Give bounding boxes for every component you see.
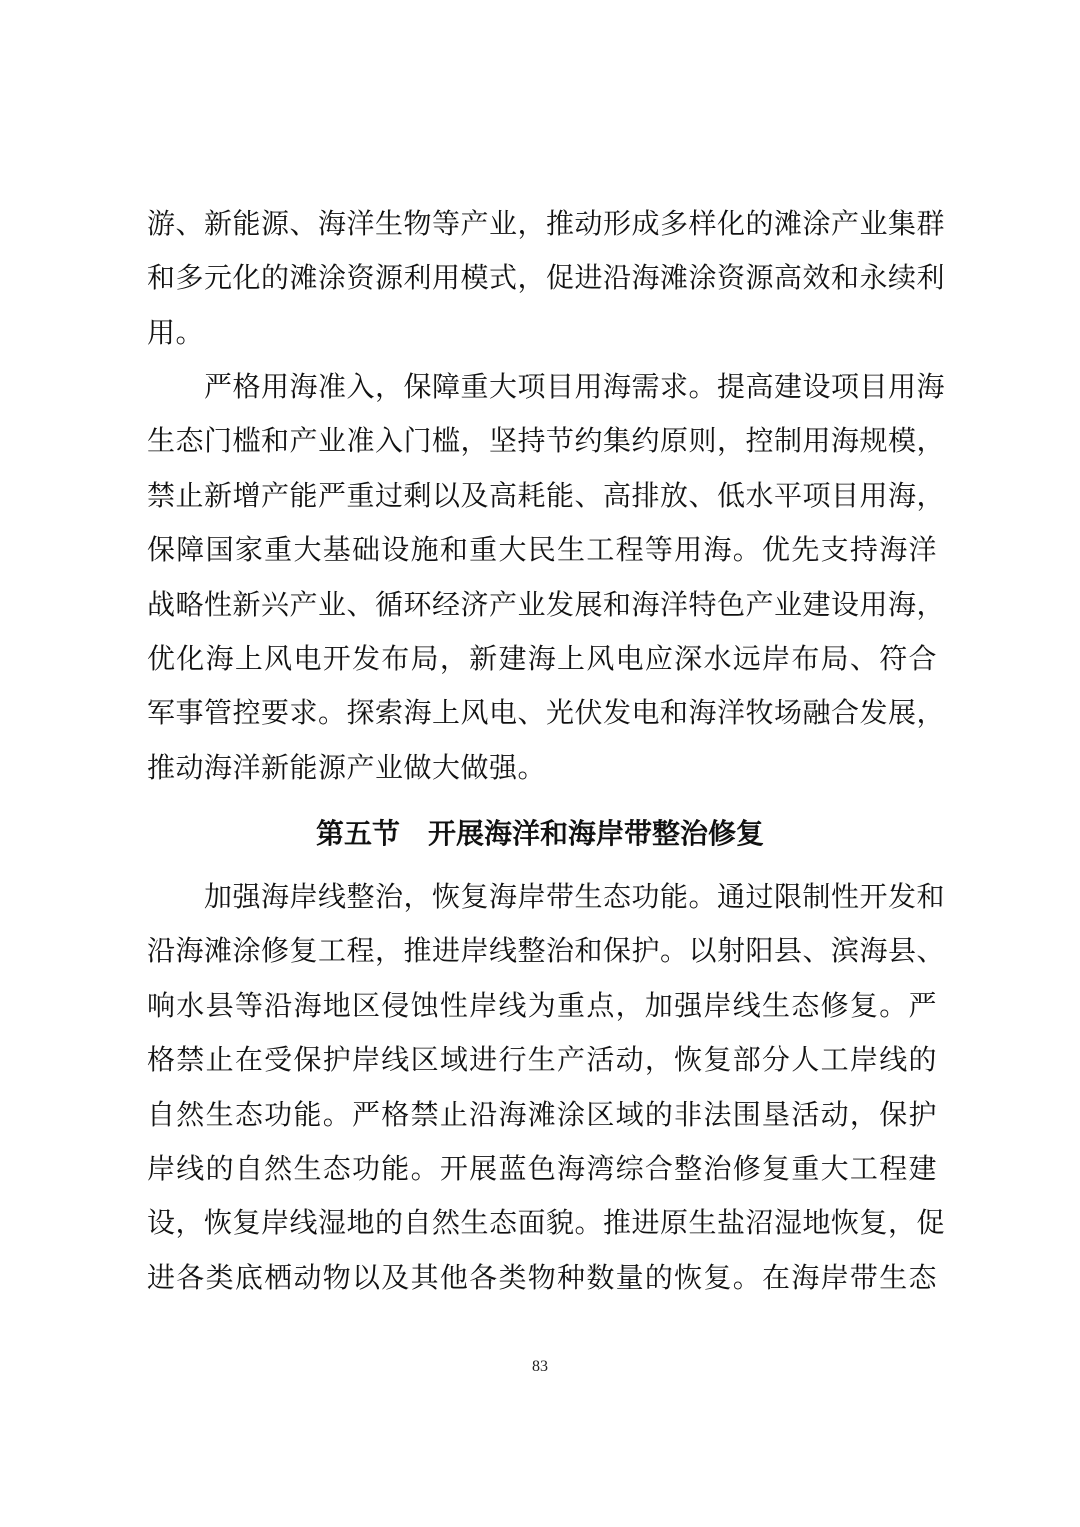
text-line: 加强海岸线整治，恢复海岸带生态功能。通过限制性开发和 xyxy=(147,880,946,913)
paragraph-continued xyxy=(147,197,946,360)
text-line: 保障国家重大基础设施和重大民生工程等用海。优先支持海洋 xyxy=(147,533,937,567)
text-line: 和多元化的滩涂资源利用模式，促进沿海滩涂资源高效和永续利 xyxy=(147,261,946,295)
text-line: 沿海滩涂修复工程，推进岸线整治和保护。以射阳县、滨海县、 xyxy=(147,934,946,968)
text-line: 格禁止在受保护岸线区域进行生产活动，恢复部分人工岸线的 xyxy=(147,1043,937,1077)
text-line: 禁止新增产能严重过剩以及高耗能、高排放、低水平项目用海， xyxy=(147,478,946,512)
text-line: 岸线的自然生态功能。开展蓝色海湾综合整治修复重大工程建 xyxy=(147,1151,937,1185)
text-line: 用。 xyxy=(147,315,205,349)
text-line: 自然生态功能。严格禁止沿海滩涂区域的非法围垦活动，保护 xyxy=(147,1097,937,1131)
paragraph-coastline-restoration xyxy=(147,870,946,1305)
text-line: 生态门槛和产业准入门槛，坚持节约集约原则，控制用海规模， xyxy=(147,424,946,458)
text-line: 战略性新兴产业、循环经济产业发展和海洋特色产业建设用海， xyxy=(147,587,946,621)
text-line: 游、新能源、海洋生物等产业，推动形成多样化的滩涂产业集群 xyxy=(147,207,946,240)
text-line: 军事管控要求。探索海上风电、光伏发电和海洋牧场融合发展， xyxy=(147,696,946,730)
section-heading: 第五节 开展海洋和海岸带整治修复 xyxy=(315,817,764,850)
page-number: 83 xyxy=(532,1358,548,1375)
paragraph-sea-use-access xyxy=(147,360,946,795)
text-line: 严格用海准入，保障重大项目用海需求。提高建设项目用海 xyxy=(147,370,946,403)
text-line: 设，恢复岸线湿地的自然生态面貌。推进原生盐沼湿地恢复，促 xyxy=(147,1206,946,1240)
text-line: 响水县等沿海地区侵蚀性岸线为重点，加强岸线生态修复。严 xyxy=(147,988,937,1022)
text-line: 推动海洋新能源产业做大做强。 xyxy=(147,750,547,784)
text-line: 优化海上风电开发布局，新建海上风电应深水远岸布局、符合 xyxy=(147,641,937,675)
text-line: 进各类底栖动物以及其他各类物种数量的恢复。在海岸带生态 xyxy=(147,1260,937,1294)
